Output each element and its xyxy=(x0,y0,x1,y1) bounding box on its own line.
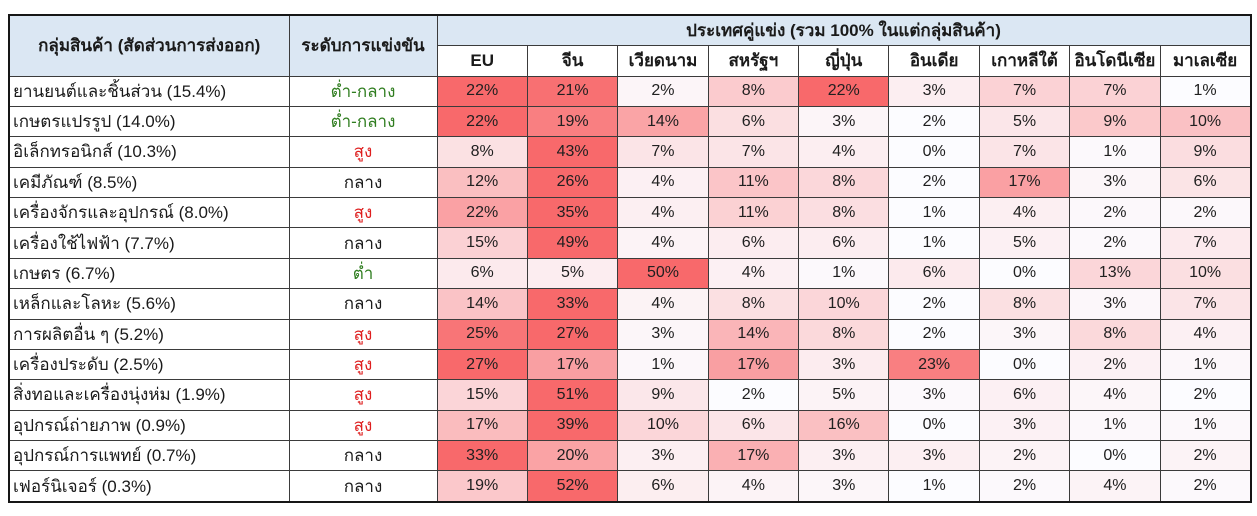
share-value-cell: 27% xyxy=(437,349,527,379)
share-value-cell: 2% xyxy=(1160,380,1250,410)
share-value-cell: 2% xyxy=(979,471,1069,502)
competition-level-cell: กลาง xyxy=(289,167,437,197)
competition-level-cell: กลาง xyxy=(289,471,437,502)
table-row xyxy=(9,380,1251,410)
share-value-cell: 12% xyxy=(437,167,527,197)
competition-level-cell: ต่ำ xyxy=(289,258,437,288)
share-value-cell: 27% xyxy=(527,319,617,349)
share-value-cell: 9% xyxy=(618,380,708,410)
competition-level-cell: กลาง xyxy=(289,441,437,471)
table-row xyxy=(9,76,1251,106)
share-value-cell: 6% xyxy=(1160,167,1250,197)
share-value-cell: 4% xyxy=(618,198,708,228)
share-value-cell: 9% xyxy=(1160,137,1250,167)
product-group-cell: เครื่องใช้ไฟฟ้า (7.7%) xyxy=(9,228,289,258)
share-value-cell: 2% xyxy=(1160,441,1250,471)
share-value-cell: 1% xyxy=(618,349,708,379)
product-group-header: กลุ่มสินค้า (สัดส่วนการส่งออก) xyxy=(9,15,289,76)
share-value-cell: 52% xyxy=(527,471,617,502)
share-value-cell: 3% xyxy=(618,441,708,471)
share-value-cell: 4% xyxy=(618,228,708,258)
table-row xyxy=(9,106,1251,136)
share-value-cell: 2% xyxy=(618,76,708,106)
share-value-cell: 14% xyxy=(618,106,708,136)
share-value-cell: 3% xyxy=(618,319,708,349)
share-value-cell: 10% xyxy=(1160,106,1250,136)
share-value-cell: 7% xyxy=(1070,76,1160,106)
share-value-cell: 0% xyxy=(889,410,979,440)
share-value-cell: 5% xyxy=(527,258,617,288)
share-value-cell: 14% xyxy=(437,289,527,319)
table-row xyxy=(9,289,1251,319)
country-column-header: เวียดนาม xyxy=(618,45,708,76)
share-value-cell: 2% xyxy=(889,319,979,349)
share-value-cell: 49% xyxy=(527,228,617,258)
share-value-cell: 10% xyxy=(1160,258,1250,288)
country-column-header: มาเลเซีย xyxy=(1160,45,1250,76)
share-value-cell: 26% xyxy=(527,167,617,197)
share-value-cell: 6% xyxy=(708,228,798,258)
product-group-cell: เกษตรแปรรูป (14.0%) xyxy=(9,106,289,136)
country-column-header: สหรัฐฯ xyxy=(708,45,798,76)
product-group-cell: การผลิตอื่น ๆ (5.2%) xyxy=(9,319,289,349)
share-value-cell: 7% xyxy=(1160,228,1250,258)
share-value-cell: 22% xyxy=(437,198,527,228)
competition-level-cell: สูง xyxy=(289,410,437,440)
share-value-cell: 8% xyxy=(979,289,1069,319)
table-row xyxy=(9,228,1251,258)
share-value-cell: 19% xyxy=(527,106,617,136)
share-value-cell: 4% xyxy=(1160,319,1250,349)
competition-level-cell: ต่ำ-กลาง xyxy=(289,76,437,106)
table-row xyxy=(9,471,1251,502)
table-row xyxy=(9,410,1251,440)
share-value-cell: 7% xyxy=(1160,289,1250,319)
share-value-cell: 22% xyxy=(799,76,889,106)
share-value-cell: 0% xyxy=(979,258,1069,288)
share-value-cell: 3% xyxy=(979,410,1069,440)
competition-level-cell: กลาง xyxy=(289,289,437,319)
share-value-cell: 7% xyxy=(618,137,708,167)
share-value-cell: 43% xyxy=(527,137,617,167)
share-value-cell: 14% xyxy=(708,319,798,349)
share-value-cell: 2% xyxy=(889,289,979,319)
share-value-cell: 8% xyxy=(708,76,798,106)
share-value-cell: 51% xyxy=(527,380,617,410)
share-value-cell: 1% xyxy=(1160,76,1250,106)
share-value-cell: 3% xyxy=(799,471,889,502)
country-column-header: อินเดีย xyxy=(889,45,979,76)
product-group-cell: เฟอร์นิเจอร์ (0.3%) xyxy=(9,471,289,502)
share-value-cell: 3% xyxy=(799,106,889,136)
share-value-cell: 2% xyxy=(979,441,1069,471)
share-value-cell: 19% xyxy=(437,471,527,502)
table-row xyxy=(9,319,1251,349)
country-column-header: จีน xyxy=(527,45,617,76)
product-group-cell: เกษตร (6.7%) xyxy=(9,258,289,288)
product-group-cell: อุปกรณ์การแพทย์ (0.7%) xyxy=(9,441,289,471)
share-value-cell: 8% xyxy=(799,198,889,228)
product-group-cell: อุปกรณ์ถ่ายภาพ (0.9%) xyxy=(9,410,289,440)
share-value-cell: 1% xyxy=(889,198,979,228)
share-value-cell: 4% xyxy=(799,137,889,167)
product-group-cell: เคมีภัณฑ์ (8.5%) xyxy=(9,167,289,197)
share-value-cell: 1% xyxy=(889,471,979,502)
share-value-cell: 10% xyxy=(618,410,708,440)
share-value-cell: 3% xyxy=(889,380,979,410)
country-column-header: ญี่ปุ่น xyxy=(799,45,889,76)
country-column-header: EU xyxy=(437,45,527,76)
share-value-cell: 33% xyxy=(437,441,527,471)
share-value-cell: 17% xyxy=(527,349,617,379)
share-value-cell: 17% xyxy=(708,349,798,379)
share-value-cell: 33% xyxy=(527,289,617,319)
share-value-cell: 15% xyxy=(437,228,527,258)
share-value-cell: 6% xyxy=(708,410,798,440)
share-value-cell: 2% xyxy=(1160,471,1250,502)
share-value-cell: 2% xyxy=(1070,198,1160,228)
competition-level-header: ระดับการแข่งขัน xyxy=(289,15,437,76)
share-value-cell: 4% xyxy=(1070,380,1160,410)
share-value-cell: 9% xyxy=(1070,106,1160,136)
share-value-cell: 21% xyxy=(527,76,617,106)
share-value-cell: 8% xyxy=(437,137,527,167)
product-group-cell: อิเล็กทรอนิกส์ (10.3%) xyxy=(9,137,289,167)
table-row xyxy=(9,137,1251,167)
share-value-cell: 17% xyxy=(979,167,1069,197)
share-value-cell: 2% xyxy=(1160,198,1250,228)
country-column-header: อินโดนีเซีย xyxy=(1070,45,1160,76)
share-value-cell: 2% xyxy=(889,167,979,197)
table-row xyxy=(9,441,1251,471)
share-value-cell: 13% xyxy=(1070,258,1160,288)
share-value-cell: 3% xyxy=(799,441,889,471)
share-value-cell: 0% xyxy=(1070,441,1160,471)
share-value-cell: 6% xyxy=(979,380,1069,410)
share-value-cell: 10% xyxy=(799,289,889,319)
share-value-cell: 5% xyxy=(799,380,889,410)
product-group-cell: สิ่งทอและเครื่องนุ่งห่ม (1.9%) xyxy=(9,380,289,410)
share-value-cell: 23% xyxy=(889,349,979,379)
product-group-cell: ยานยนต์และชิ้นส่วน (15.4%) xyxy=(9,76,289,106)
share-value-cell: 1% xyxy=(1160,349,1250,379)
share-value-cell: 4% xyxy=(708,471,798,502)
share-value-cell: 1% xyxy=(799,258,889,288)
share-value-cell: 15% xyxy=(437,380,527,410)
share-value-cell: 0% xyxy=(889,137,979,167)
share-value-cell: 7% xyxy=(708,137,798,167)
competition-level-cell: สูง xyxy=(289,380,437,410)
share-value-cell: 35% xyxy=(527,198,617,228)
header-row-group xyxy=(9,15,1251,45)
share-value-cell: 50% xyxy=(618,258,708,288)
share-value-cell: 3% xyxy=(1070,167,1160,197)
share-value-cell: 6% xyxy=(889,258,979,288)
share-value-cell: 1% xyxy=(1070,137,1160,167)
competition-level-cell: สูง xyxy=(289,137,437,167)
share-value-cell: 6% xyxy=(437,258,527,288)
share-value-cell: 4% xyxy=(708,258,798,288)
competition-level-cell: สูง xyxy=(289,349,437,379)
product-group-cell: เครื่องประดับ (2.5%) xyxy=(9,349,289,379)
share-value-cell: 39% xyxy=(527,410,617,440)
table-row xyxy=(9,198,1251,228)
share-value-cell: 22% xyxy=(437,76,527,106)
competition-level-cell: สูง xyxy=(289,198,437,228)
share-value-cell: 25% xyxy=(437,319,527,349)
share-value-cell: 4% xyxy=(1070,471,1160,502)
share-value-cell: 3% xyxy=(979,319,1069,349)
competitor-share-table xyxy=(8,14,1252,503)
table-row xyxy=(9,258,1251,288)
table-row xyxy=(9,349,1251,379)
share-value-cell: 1% xyxy=(1160,410,1250,440)
share-value-cell: 4% xyxy=(618,167,708,197)
share-value-cell: 11% xyxy=(708,198,798,228)
share-value-cell: 5% xyxy=(979,106,1069,136)
share-value-cell: 0% xyxy=(979,349,1069,379)
share-value-cell: 17% xyxy=(708,441,798,471)
share-value-cell: 2% xyxy=(708,380,798,410)
share-value-cell: 6% xyxy=(618,471,708,502)
share-value-cell: 8% xyxy=(708,289,798,319)
share-value-cell: 6% xyxy=(799,228,889,258)
share-value-cell: 2% xyxy=(1070,349,1160,379)
share-value-cell: 8% xyxy=(799,167,889,197)
share-value-cell: 16% xyxy=(799,410,889,440)
share-value-cell: 4% xyxy=(618,289,708,319)
share-value-cell: 8% xyxy=(1070,319,1160,349)
country-column-header: เกาหลีใต้ xyxy=(979,45,1069,76)
product-group-cell: เครื่องจักรและอุปกรณ์ (8.0%) xyxy=(9,198,289,228)
share-value-cell: 3% xyxy=(889,441,979,471)
share-value-cell: 3% xyxy=(799,349,889,379)
share-value-cell: 2% xyxy=(1070,228,1160,258)
share-value-cell: 3% xyxy=(1070,289,1160,319)
share-value-cell: 6% xyxy=(708,106,798,136)
competition-level-cell: กลาง xyxy=(289,228,437,258)
share-value-cell: 11% xyxy=(708,167,798,197)
share-value-cell: 2% xyxy=(889,106,979,136)
share-value-cell: 3% xyxy=(889,76,979,106)
competition-level-cell: ต่ำ-กลาง xyxy=(289,106,437,136)
competitor-countries-header: ประเทศคู่แข่ง (รวม 100% ในแต่กลุ่มสินค้า) xyxy=(437,15,1251,45)
share-value-cell: 7% xyxy=(979,76,1069,106)
share-value-cell: 1% xyxy=(889,228,979,258)
product-group-cell: เหล็กและโลหะ (5.6%) xyxy=(9,289,289,319)
share-value-cell: 22% xyxy=(437,106,527,136)
competition-level-cell: สูง xyxy=(289,319,437,349)
share-value-cell: 8% xyxy=(799,319,889,349)
share-value-cell: 4% xyxy=(979,198,1069,228)
share-value-cell: 1% xyxy=(1070,410,1160,440)
share-value-cell: 17% xyxy=(437,410,527,440)
share-value-cell: 5% xyxy=(979,228,1069,258)
share-value-cell: 7% xyxy=(979,137,1069,167)
share-value-cell: 20% xyxy=(527,441,617,471)
table-row xyxy=(9,167,1251,197)
